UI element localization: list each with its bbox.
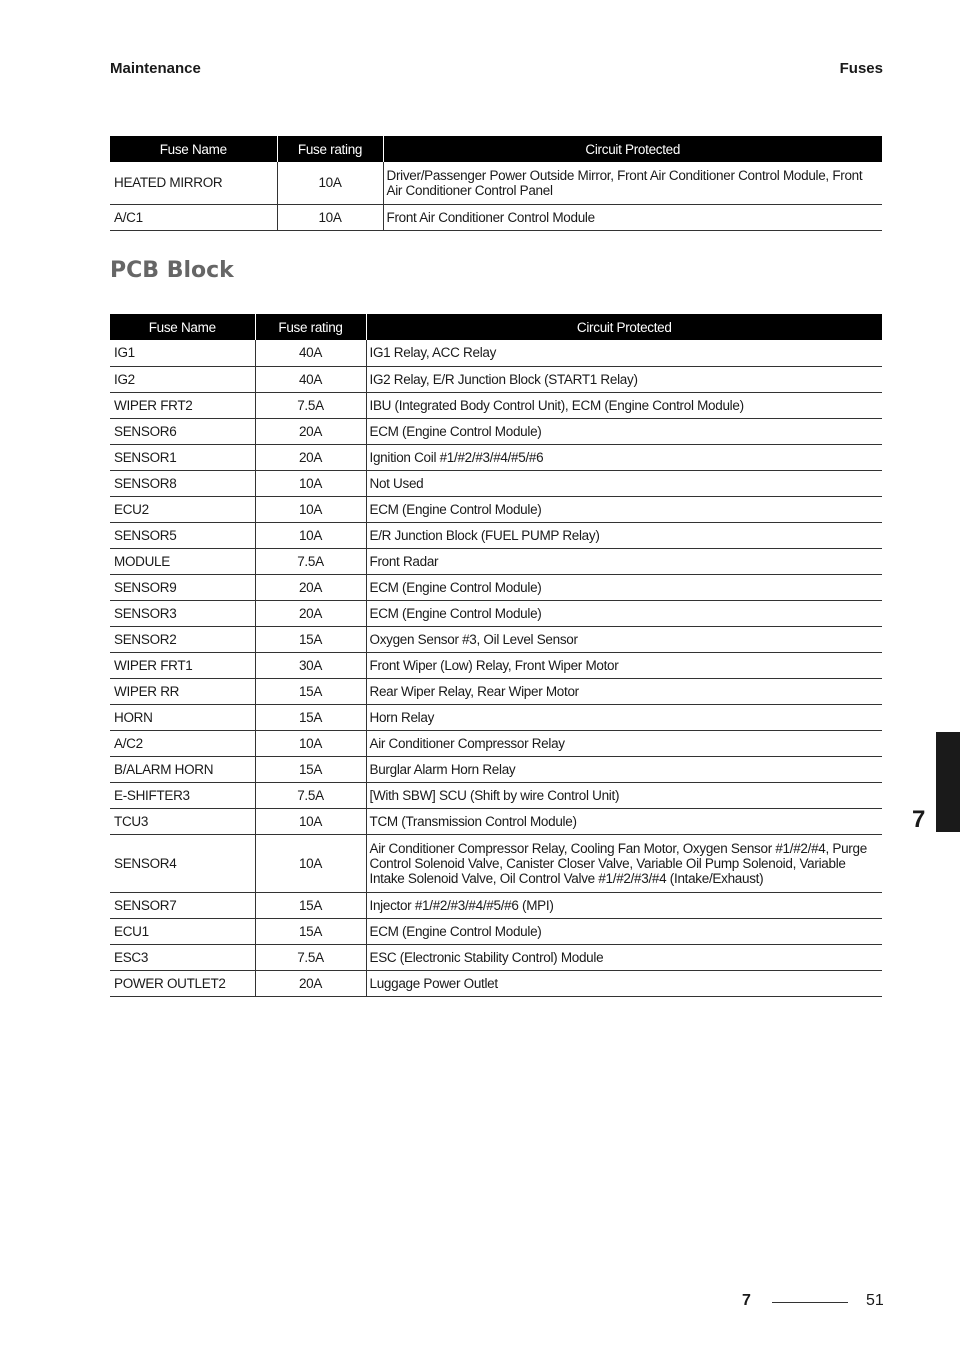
fuse-rating-cell: 10A xyxy=(255,730,366,756)
circuit-protected-cell: Burglar Alarm Horn Relay xyxy=(366,756,882,782)
fuse-rating-cell: 10A xyxy=(277,204,383,230)
fuse-name-cell: A/C1 xyxy=(110,204,277,230)
table-row xyxy=(110,730,882,756)
fuse-name-cell: IG2 xyxy=(110,366,255,392)
circuit-protected-cell: Front Air Conditioner Control Module xyxy=(383,204,882,230)
fuse-name-cell: WIPER FRT1 xyxy=(110,652,255,678)
fuse-rating-cell: 10A xyxy=(255,470,366,496)
circuit-protected-cell: IG1 Relay, ACC Relay xyxy=(366,340,882,366)
fuse-rating-cell: 40A xyxy=(255,366,366,392)
fuse-name-cell: TCU3 xyxy=(110,808,255,834)
fuse-rating-cell: 7.5A xyxy=(255,782,366,808)
fuse-rating-cell: 15A xyxy=(255,756,366,782)
circuit-protected-cell: Front Radar xyxy=(366,548,882,574)
circuit-protected-cell: Not Used xyxy=(366,470,882,496)
footer-page-number: 51 xyxy=(866,1292,884,1309)
fuse-rating-cell: 7.5A xyxy=(255,548,366,574)
fuse-name-cell: SENSOR2 xyxy=(110,626,255,652)
fuse-name-cell: SENSOR7 xyxy=(110,892,255,918)
header-topic: Fuses xyxy=(839,60,883,77)
fuse-rating-cell: 15A xyxy=(255,892,366,918)
table-row xyxy=(110,652,882,678)
circuit-protected-cell: Air Conditioner Compressor Relay, Cooling Fan Motor, Oxygen Sensor #1/#2/#4, Purge Control Solenoid Valve, Canister Closer Valve, Variable Oil Pump Solenoid, Variable Intake Solenoid Valve, Oil Control Valve #1/#2/#3/#4 (Intake/Exhaust) xyxy=(366,834,882,892)
col-header-fuse-rating: Fuse rating xyxy=(255,314,366,340)
footer-divider xyxy=(772,1302,848,1303)
table-row xyxy=(110,704,882,730)
fuse-rating-cell: 7.5A xyxy=(255,392,366,418)
table-row xyxy=(110,340,882,366)
fuse-rating-cell: 20A xyxy=(255,600,366,626)
circuit-protected-cell: Rear Wiper Relay, Rear Wiper Motor xyxy=(366,678,882,704)
circuit-protected-cell: Luggage Power Outlet xyxy=(366,970,882,996)
table-row xyxy=(110,574,882,600)
table-row xyxy=(110,970,882,996)
circuit-protected-cell: Injector #1/#2/#3/#4/#5/#6 (MPI) xyxy=(366,892,882,918)
table-row xyxy=(110,756,882,782)
table-row xyxy=(110,626,882,652)
circuit-protected-cell: Front Wiper (Low) Relay, Front Wiper Motor xyxy=(366,652,882,678)
fuse-rating-cell: 15A xyxy=(255,678,366,704)
fuse-rating-cell: 10A xyxy=(255,522,366,548)
fuse-name-cell: ECU2 xyxy=(110,496,255,522)
table-row xyxy=(110,204,882,230)
circuit-protected-cell: Air Conditioner Compressor Relay xyxy=(366,730,882,756)
table-row xyxy=(110,808,882,834)
fuse-rating-cell: 20A xyxy=(255,444,366,470)
table-row xyxy=(110,522,882,548)
fuse-name-cell: HEATED MIRROR xyxy=(110,162,277,204)
table-row xyxy=(110,548,882,574)
fuse-name-cell: A/C2 xyxy=(110,730,255,756)
fuse-name-cell: SENSOR9 xyxy=(110,574,255,600)
table-header-row xyxy=(110,136,882,162)
table-row xyxy=(110,918,882,944)
circuit-protected-cell: TCM (Transmission Control Module) xyxy=(366,808,882,834)
table-row xyxy=(110,834,882,892)
fuse-name-cell: SENSOR6 xyxy=(110,418,255,444)
fuse-rating-cell: 15A xyxy=(255,918,366,944)
table-row xyxy=(110,470,882,496)
fuse-name-cell: IG1 xyxy=(110,340,255,366)
fuse-name-cell: SENSOR3 xyxy=(110,600,255,626)
circuit-protected-cell: IG2 Relay, E/R Junction Block (START1 Relay) xyxy=(366,366,882,392)
fuse-name-cell: ESC3 xyxy=(110,944,255,970)
fuse-rating-cell: 15A xyxy=(255,626,366,652)
col-header-circuit: Circuit Protected xyxy=(366,314,882,340)
col-header-fuse-name: Fuse Name xyxy=(110,314,255,340)
circuit-protected-cell: ECM (Engine Control Module) xyxy=(366,496,882,522)
table-row xyxy=(110,444,882,470)
fuse-name-cell: SENSOR1 xyxy=(110,444,255,470)
chapter-side-number: 7 xyxy=(912,806,926,833)
circuit-protected-cell: ECM (Engine Control Module) xyxy=(366,600,882,626)
fuse-rating-cell: 20A xyxy=(255,970,366,996)
fuse-name-cell: B/ALARM HORN xyxy=(110,756,255,782)
fuse-table-top xyxy=(110,136,882,231)
fuse-name-cell: SENSOR4 xyxy=(110,834,255,892)
fuse-rating-cell: 10A xyxy=(255,808,366,834)
fuse-name-cell: MODULE xyxy=(110,548,255,574)
circuit-protected-cell: ECM (Engine Control Module) xyxy=(366,918,882,944)
circuit-protected-cell: ECM (Engine Control Module) xyxy=(366,574,882,600)
section-title-pcb-block: PCB Block xyxy=(110,258,234,283)
fuse-name-cell: HORN xyxy=(110,704,255,730)
circuit-protected-cell: Oxygen Sensor #3, Oil Level Sensor xyxy=(366,626,882,652)
footer-chapter-number: 7 xyxy=(742,1292,751,1309)
circuit-protected-cell: ESC (Electronic Stability Control) Module xyxy=(366,944,882,970)
table-row xyxy=(110,600,882,626)
table-row xyxy=(110,944,882,970)
table-row xyxy=(110,892,882,918)
header-section: Maintenance xyxy=(110,60,201,77)
table-row xyxy=(110,418,882,444)
fuse-rating-cell: 7.5A xyxy=(255,944,366,970)
circuit-protected-cell: Driver/Passenger Power Outside Mirror, Front Air Conditioner Control Module, Front Air Conditioner Control Panel xyxy=(383,162,882,204)
circuit-protected-cell: E/R Junction Block (FUEL PUMP Relay) xyxy=(366,522,882,548)
fuse-table-pcb-block xyxy=(110,314,882,997)
fuse-name-cell: SENSOR8 xyxy=(110,470,255,496)
fuse-rating-cell: 20A xyxy=(255,418,366,444)
fuse-rating-cell: 15A xyxy=(255,704,366,730)
table-row xyxy=(110,782,882,808)
table-row xyxy=(110,678,882,704)
fuse-rating-cell: 10A xyxy=(255,496,366,522)
fuse-rating-cell: 40A xyxy=(255,340,366,366)
circuit-protected-cell: Horn Relay xyxy=(366,704,882,730)
table-row xyxy=(110,162,882,204)
fuse-name-cell: WIPER FRT2 xyxy=(110,392,255,418)
circuit-protected-cell: Ignition Coil #1/#2/#3/#4/#5/#6 xyxy=(366,444,882,470)
col-header-circuit: Circuit Protected xyxy=(383,136,882,162)
circuit-protected-cell: ECM (Engine Control Module) xyxy=(366,418,882,444)
table-header-row xyxy=(110,314,882,340)
fuse-rating-cell: 10A xyxy=(277,162,383,204)
circuit-protected-cell: [With SBW] SCU (Shift by wire Control Unit) xyxy=(366,782,882,808)
fuse-name-cell: E-SHIFTER3 xyxy=(110,782,255,808)
table-row xyxy=(110,366,882,392)
fuse-name-cell: SENSOR5 xyxy=(110,522,255,548)
circuit-protected-cell: IBU (Integrated Body Control Unit), ECM (Engine Control Module) xyxy=(366,392,882,418)
col-header-fuse-rating: Fuse rating xyxy=(277,136,383,162)
table-row xyxy=(110,496,882,522)
fuse-rating-cell: 10A xyxy=(255,834,366,892)
table-row xyxy=(110,392,882,418)
fuse-rating-cell: 20A xyxy=(255,574,366,600)
fuse-name-cell: POWER OUTLET2 xyxy=(110,970,255,996)
fuse-name-cell: ECU1 xyxy=(110,918,255,944)
col-header-fuse-name: Fuse Name xyxy=(110,136,277,162)
chapter-side-tab xyxy=(936,732,960,832)
fuse-rating-cell: 30A xyxy=(255,652,366,678)
fuse-name-cell: WIPER RR xyxy=(110,678,255,704)
